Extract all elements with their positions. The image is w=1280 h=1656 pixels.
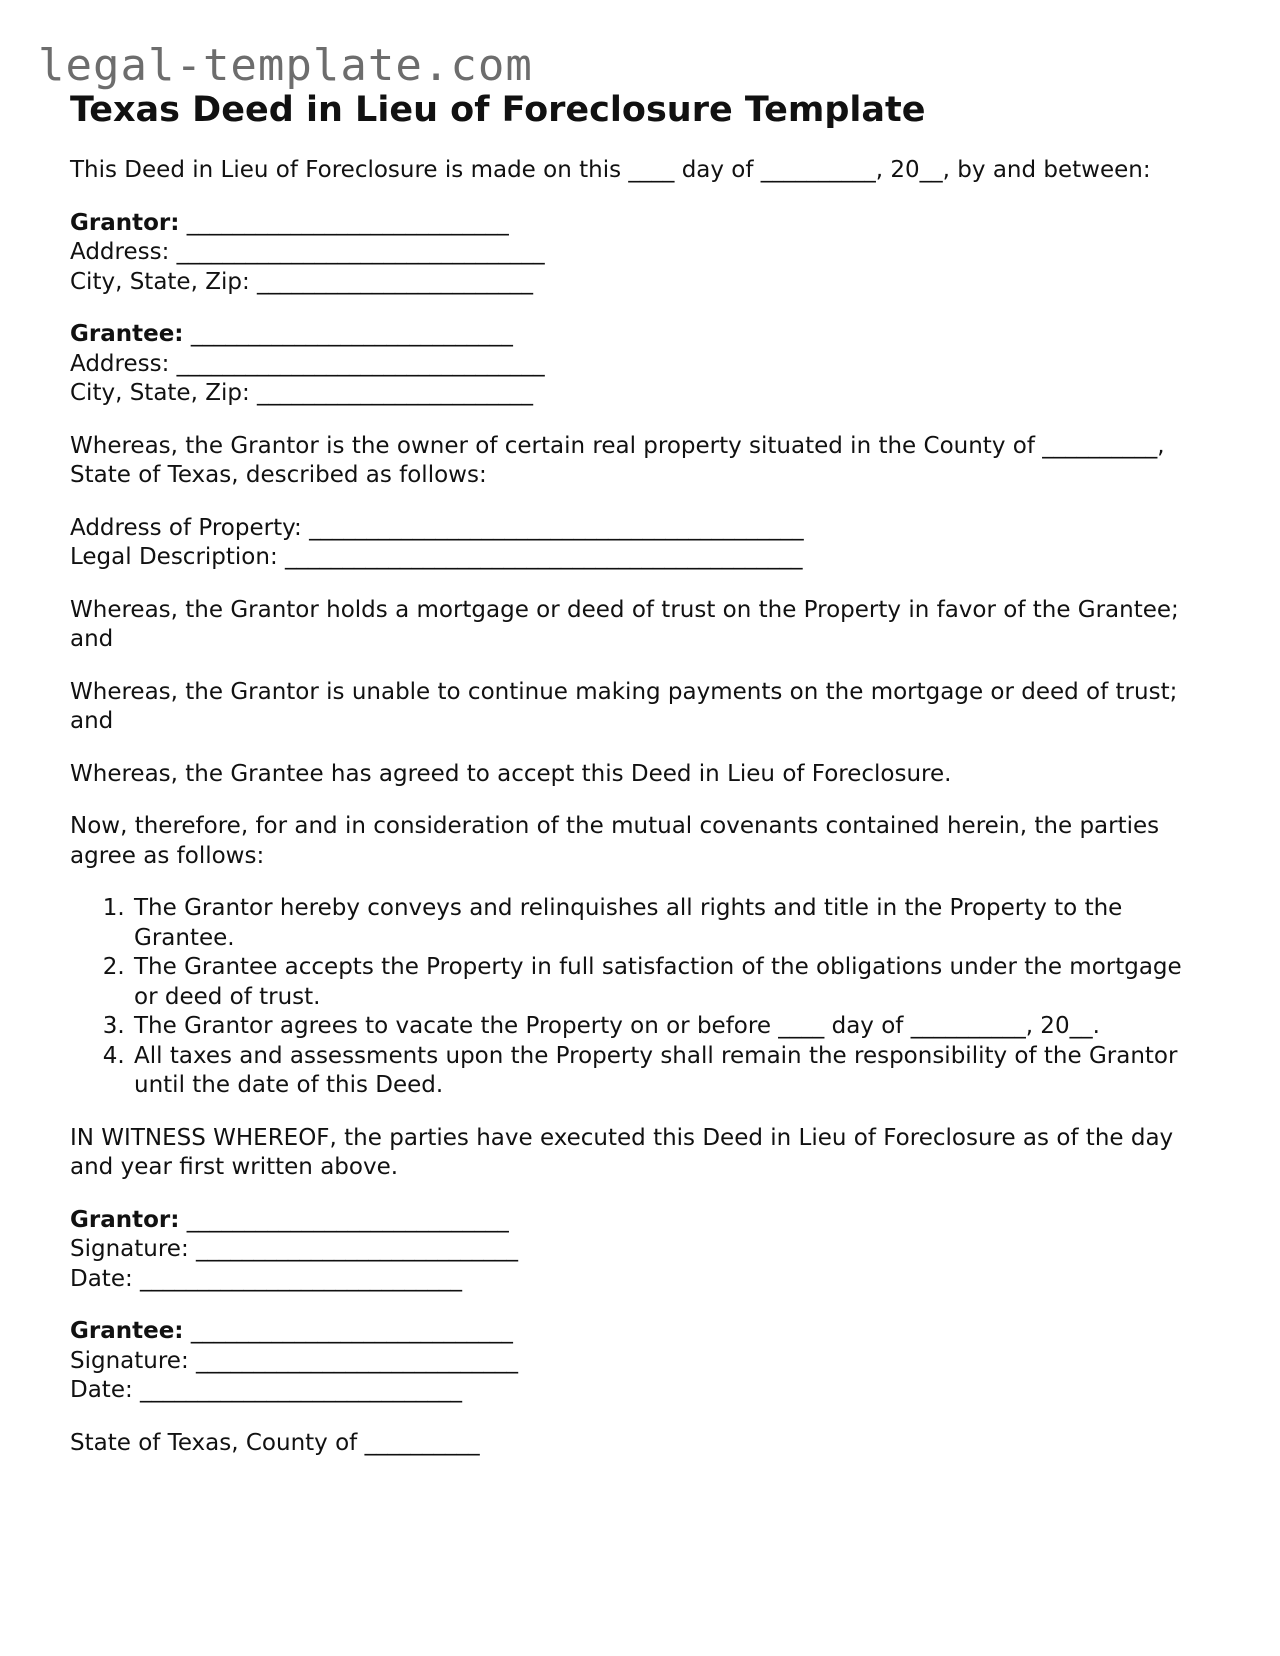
- grantor-info-block: [70, 209, 1210, 298]
- grantor-sign-name-line: ____________________________: [179, 1206, 509, 1233]
- intro-paragraph: This Deed in Lieu of Foreclosure is made on this ____ day of __________, 20__, by and between:: [70, 157, 1151, 183]
- grantee-name-line: ____________________________: [183, 321, 513, 347]
- grantor-sign-label: Grantor:: [70, 1206, 180, 1233]
- grantor-label: Grantor:: [70, 209, 180, 236]
- grantee-info-block: [70, 320, 1210, 409]
- grantor-address-line: Address: ________________________________: [70, 239, 545, 265]
- grantee-address-line: Address: ________________________________: [70, 350, 545, 377]
- property-legal-line: Legal Description: _____________________________________________: [70, 544, 803, 570]
- grantor-signature-line: Signature: ____________________________: [70, 1236, 519, 1262]
- county-line: State of Texas, County of __________: [70, 1429, 480, 1456]
- grantor-city-line: City, State, Zip: ________________________: [70, 268, 534, 295]
- now-therefore-paragraph: Now, therefore, for and in consideration of the mutual covenants contained herein, the parties agree as follows:: [70, 813, 1160, 869]
- grantee-label: Grantee:: [70, 321, 184, 347]
- terms-list: [70, 894, 1210, 1101]
- witness-paragraph: IN WITNESS WHEREOF, the parties have executed this Deed in Lieu of Foreclosure as of the day and year first written above.: [70, 1124, 1174, 1180]
- list-item: 2. The Grantee accepts the Property in full satisfaction of the obligations under the mortgage or deed of trust.: [132, 953, 1210, 1012]
- grantee-city-line: City, State, Zip: ________________________: [70, 380, 534, 406]
- grantee-signature-block: [70, 1317, 1210, 1406]
- whereas-mortgage-paragraph: Whereas, the Grantor holds a mortgage or deed of trust on the Property in favor of the Grantee; and: [70, 596, 1179, 652]
- grantor-date-line: Date: ____________________________: [70, 1265, 463, 1292]
- list-item: 3. The Grantor agrees to vacate the Property on or before ____ day of __________, 20__.: [132, 1012, 1210, 1042]
- grantor-name-line: ____________________________: [179, 209, 509, 236]
- grantee-sign-name-line: ____________________________: [183, 1318, 513, 1344]
- grantee-date-line: Date: ____________________________: [70, 1377, 463, 1403]
- list-item: 1. The Grantor hereby conveys and relinquishes all rights and title in the Property to the Grantee.: [132, 894, 1210, 953]
- page-title: Texas Deed in Lieu of Foreclosure Template: [70, 90, 926, 130]
- watermark: legal-template.com: [38, 40, 533, 91]
- property-address-line: Address of Property: ___________________________________________: [70, 514, 804, 541]
- list-item: 4. All taxes and assessments upon the Property shall remain the responsibility of the Grantor until the date of this Deed.: [132, 1042, 1210, 1101]
- document-content: [70, 88, 1210, 1481]
- grantee-sign-label: Grantee:: [70, 1318, 184, 1344]
- whereas-owner-paragraph: Whereas, the Grantor is the owner of certain real property situated in the County of __________, State of Texas, described as follows:: [70, 432, 1165, 488]
- grantee-signature-line: Signature: ____________________________: [70, 1347, 519, 1374]
- property-block: [70, 514, 1210, 573]
- grantor-signature-block: [70, 1206, 1210, 1295]
- whereas-agreed-paragraph: Whereas, the Grantee has agreed to accept this Deed in Lieu of Foreclosure.: [70, 760, 952, 787]
- whereas-unable-paragraph: Whereas, the Grantor is unable to continue making payments on the mortgage or deed of trust; and: [70, 678, 1178, 734]
